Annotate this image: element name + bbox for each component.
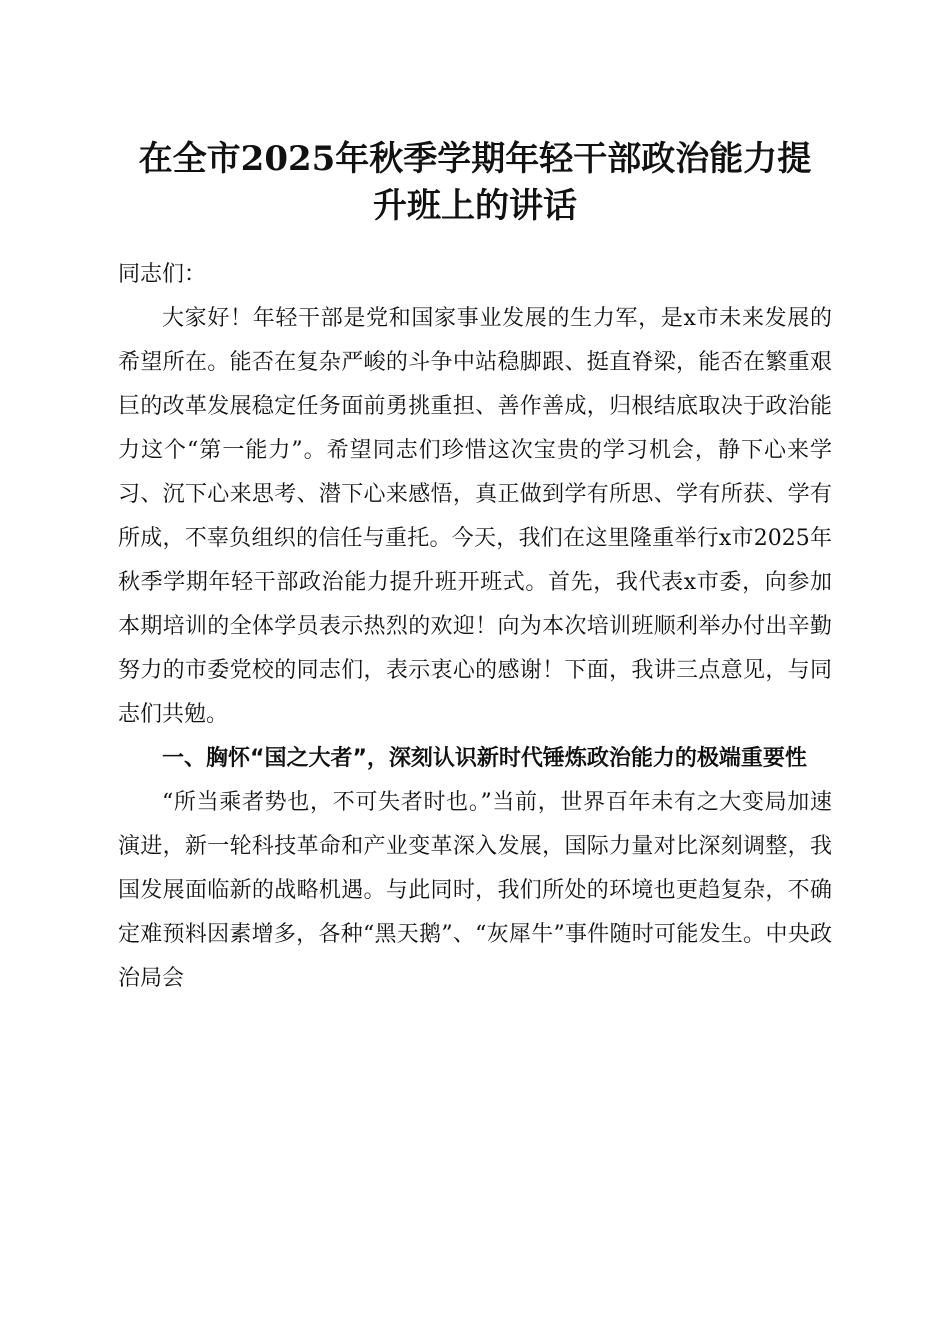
title-line-1: 在全市2025年秋季学期年轻干部政治能力提 (138, 139, 812, 179)
section-paragraph-1: “所当乘者势也，不可失者时也。”当前，世界百年未有之大变局加速演进，新一轮科技革命和产业变革深入发展，国际力量对比深刻调整，我国发展面临新的战略机遇。与此同时，我们所处的环境也更趋复杂，不确定难预料因素增多，各种“黑天鹅”、“灰犀牛”事件随时可能发生。中央政治局会 (118, 790, 832, 991)
section-heading-1: 一、胸怀“国之大者”，深刻认识新时代锤炼政治能力的极端重要性 (162, 746, 807, 771)
document-body (118, 253, 832, 1001)
document-title (118, 136, 832, 230)
title-line-2: 升班上的讲话 (373, 186, 577, 226)
salutation: 同志们： (118, 262, 207, 287)
opening-paragraph: 大家好！年轻干部是党和国家事业发展的生力军，是x市未来发展的希望所在。能否在复杂严峻的斗争中站稳脚跟、挺直脊梁，能否在繁重艰巨的改革发展稳定任务面前勇挑重担、善作善成，归根结底取决于政治能力这个“第一能力”。希望同志们珍惜这次宝贵的学习机会，静下心来学习、沉下心来思考、潜下心来感悟，真正做到学有所思、学有所获、学有所成，不辜负组织的信任与重托。今天，我们在这里隆重举行x市2025年秋季学期年轻干部政治能力提升班开班式。首先，我代表x市委，向参加本期培训的全体学员表示热烈的欢迎！向为本次培训班顺利举办付出辛勤努力的市委党校的同志们，表示衷心的感谢！下面，我讲三点意见，与同志们共勉。 (118, 306, 832, 727)
